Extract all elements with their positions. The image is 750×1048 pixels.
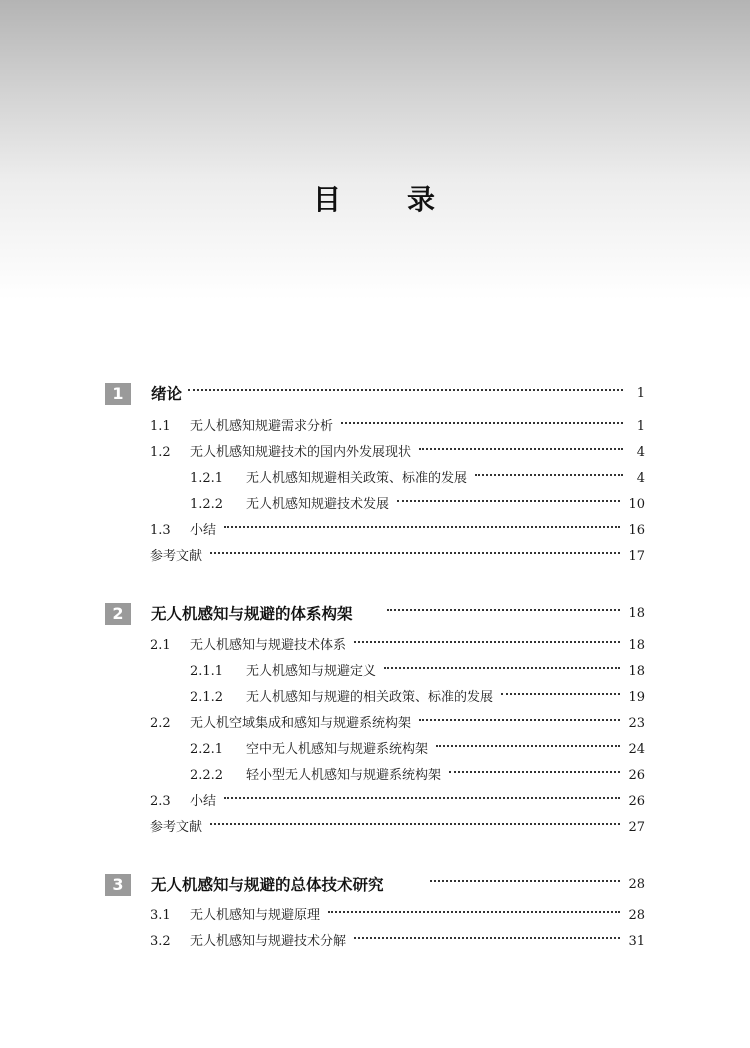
chapter-number-badge: 1	[105, 383, 131, 405]
page-number: 18	[628, 638, 645, 653]
section-number: 1.2.1	[190, 471, 224, 486]
page-number: 28	[628, 908, 645, 923]
section-number: 3.1	[150, 908, 171, 923]
toc-entry[interactable]	[190, 662, 645, 682]
section-number: 1.1	[150, 419, 171, 434]
page-number: 1	[636, 419, 645, 434]
section-label: 无人机感知与规避的相关政策、标准的发展	[246, 690, 494, 705]
dot-leader	[188, 389, 623, 391]
chapter-title: 无人机感知与规避的体系构架	[151, 605, 353, 623]
section-number: 1.2.2	[190, 497, 224, 512]
toc-entry[interactable]	[150, 932, 645, 952]
page-number: 28	[628, 877, 645, 892]
page-number: 23	[628, 716, 645, 731]
page-number: 27	[628, 820, 645, 835]
section-number: 1.2	[150, 445, 171, 460]
toc-entry[interactable]	[150, 443, 645, 463]
section-number: 2.2.2	[190, 768, 224, 783]
chapter-2-heading[interactable]	[105, 604, 645, 624]
toc-entry[interactable]	[190, 740, 645, 760]
chapter-number-badge: 2	[105, 603, 131, 625]
toc-entry[interactable]	[190, 469, 645, 489]
section-number: 2.1.1	[190, 664, 224, 679]
page-number: 26	[628, 768, 645, 783]
section-label: 无人机感知与规避技术体系	[190, 638, 347, 653]
page-number: 24	[628, 742, 645, 757]
dot-leader	[354, 641, 620, 643]
section-label: 无人机空域集成和感知与规避系统构架	[190, 716, 412, 731]
toc-entry[interactable]	[150, 906, 645, 926]
page-number: 19	[628, 690, 645, 705]
toc-entry[interactable]	[150, 792, 645, 812]
dot-leader	[328, 911, 620, 913]
header-gradient-band	[0, 0, 750, 300]
dot-leader	[436, 745, 620, 747]
toc-entry-references[interactable]	[150, 547, 645, 567]
page-number: 31	[628, 934, 645, 949]
section-number: 2.3	[150, 794, 171, 809]
toc-entry[interactable]	[150, 417, 645, 437]
page-number: 1	[636, 386, 645, 401]
chapter-1-heading[interactable]	[105, 384, 645, 404]
dot-leader	[501, 693, 620, 695]
section-number: 2.2.1	[190, 742, 224, 757]
page-title-left-char: 目	[312, 183, 343, 216]
dot-leader	[419, 448, 623, 450]
dot-leader	[384, 667, 620, 669]
toc-entry[interactable]	[190, 688, 645, 708]
chapter-number-badge: 3	[105, 874, 131, 896]
section-number: 3.2	[150, 934, 171, 949]
page-number: 4	[636, 471, 645, 486]
toc-entry[interactable]	[150, 521, 645, 541]
page-title	[0, 178, 750, 218]
section-number: 1.3	[150, 523, 171, 538]
dot-leader	[210, 823, 620, 825]
section-label: 无人机感知与规避原理	[190, 908, 321, 923]
page-number: 4	[636, 445, 645, 460]
page-number: 16	[628, 523, 645, 538]
section-label: 轻小型无人机感知与规避系统构架	[246, 768, 442, 783]
dot-leader	[341, 422, 623, 424]
page-number: 18	[628, 664, 645, 679]
section-number: 2.2	[150, 716, 171, 731]
section-label: 无人机感知规避技术发展	[246, 497, 390, 512]
toc-entry[interactable]	[150, 636, 645, 656]
section-label: 参考文献	[150, 820, 203, 835]
section-number: 2.1	[150, 638, 171, 653]
dot-leader	[397, 500, 620, 502]
dot-leader	[449, 771, 620, 773]
chapter-title: 绪论	[151, 385, 183, 403]
section-label: 参考文献	[150, 549, 203, 564]
dot-leader	[387, 609, 620, 611]
section-label: 无人机感知规避技术的国内外发展现状	[190, 445, 412, 460]
section-number: 2.1.2	[190, 690, 224, 705]
toc-entry[interactable]	[190, 495, 645, 515]
section-label: 无人机感知规避相关政策、标准的发展	[246, 471, 468, 486]
section-label: 小结	[190, 523, 217, 538]
section-label: 无人机感知规避需求分析	[190, 419, 334, 434]
toc-entry-references[interactable]	[150, 818, 645, 838]
page-number: 26	[628, 794, 645, 809]
chapter-title: 无人机感知与规避的总体技术研究	[151, 876, 384, 894]
dot-leader	[210, 552, 620, 554]
dot-leader	[354, 937, 620, 939]
toc-entry[interactable]	[150, 714, 645, 734]
section-label: 无人机感知与规避技术分解	[190, 934, 347, 949]
section-label: 无人机感知与规避定义	[246, 664, 377, 679]
dot-leader	[224, 526, 620, 528]
page-number: 10	[628, 497, 645, 512]
page-number: 18	[628, 606, 645, 621]
section-label: 空中无人机感知与规避系统构架	[246, 742, 429, 757]
chapter-3-heading[interactable]	[105, 875, 645, 895]
dot-leader	[224, 797, 620, 799]
dot-leader	[430, 880, 620, 882]
dot-leader	[419, 719, 620, 721]
page-title-right-char: 录	[407, 183, 438, 216]
section-label: 小结	[190, 794, 217, 809]
toc-entry[interactable]	[190, 766, 645, 786]
page-number: 17	[628, 549, 645, 564]
dot-leader	[475, 474, 623, 476]
